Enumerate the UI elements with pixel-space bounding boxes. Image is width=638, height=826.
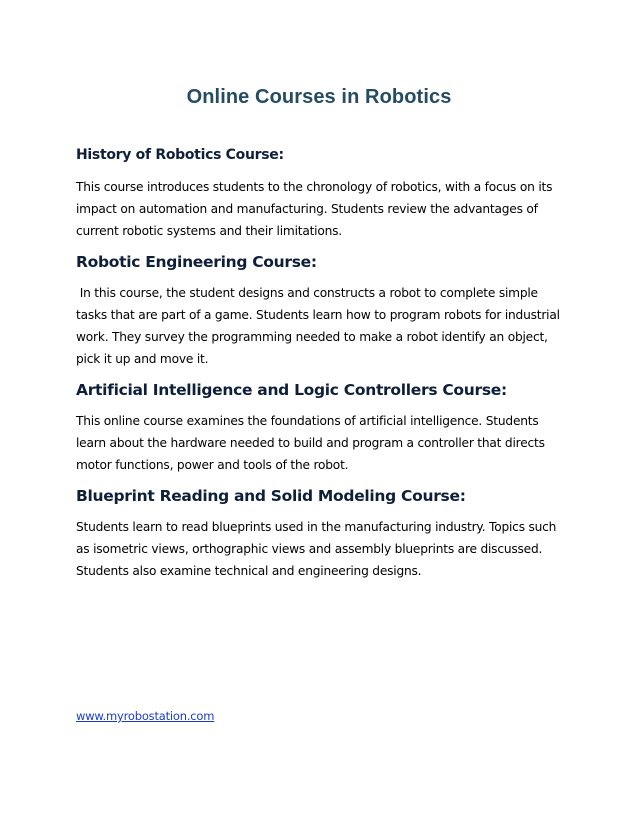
section-heading: Blueprint Reading and Solid Modeling Course:: [76, 487, 466, 505]
section-heading: Robotic Engineering Course:: [76, 253, 317, 271]
section-history-of-robotics: [76, 144, 566, 242]
section-heading: History of Robotics Course:: [76, 147, 284, 163]
section-body: In this course, the student designs and constructs a robot to complete simple tasks that are part of a game. Students learn how to program robots for industrial work. They survey the programming needed to make a robot identify an object, pick it up and move it.: [76, 286, 564, 366]
section-body: This course introduces students to the chronology of robotics, with a focus on its impact on automation and manufacturing. Students review the advantages of current robotic systems and their limitations.: [76, 180, 556, 238]
section-heading: Artificial Intelligence and Logic Controllers Course:: [76, 381, 507, 399]
document-title: Online Courses in Robotics: [186, 86, 452, 108]
section-robotic-engineering: [76, 250, 566, 370]
section-body: This online course examines the foundations of artificial intelligence. Students learn about the hardware needed to build and program a controller that directs motor functions, power and tools of the robot.: [76, 414, 549, 472]
section-blueprint-reading: [76, 484, 566, 582]
document-content: [76, 144, 566, 590]
section-body: Students learn to read blueprints used in the manufacturing industry. Topics such as isometric views, orthographic views and assembly blueprints are discussed. Students also examine technical and engineering designs.: [76, 520, 560, 578]
section-artificial-intelligence: [76, 378, 566, 476]
website-link[interactable]: www.myrobostation.com: [76, 709, 215, 723]
